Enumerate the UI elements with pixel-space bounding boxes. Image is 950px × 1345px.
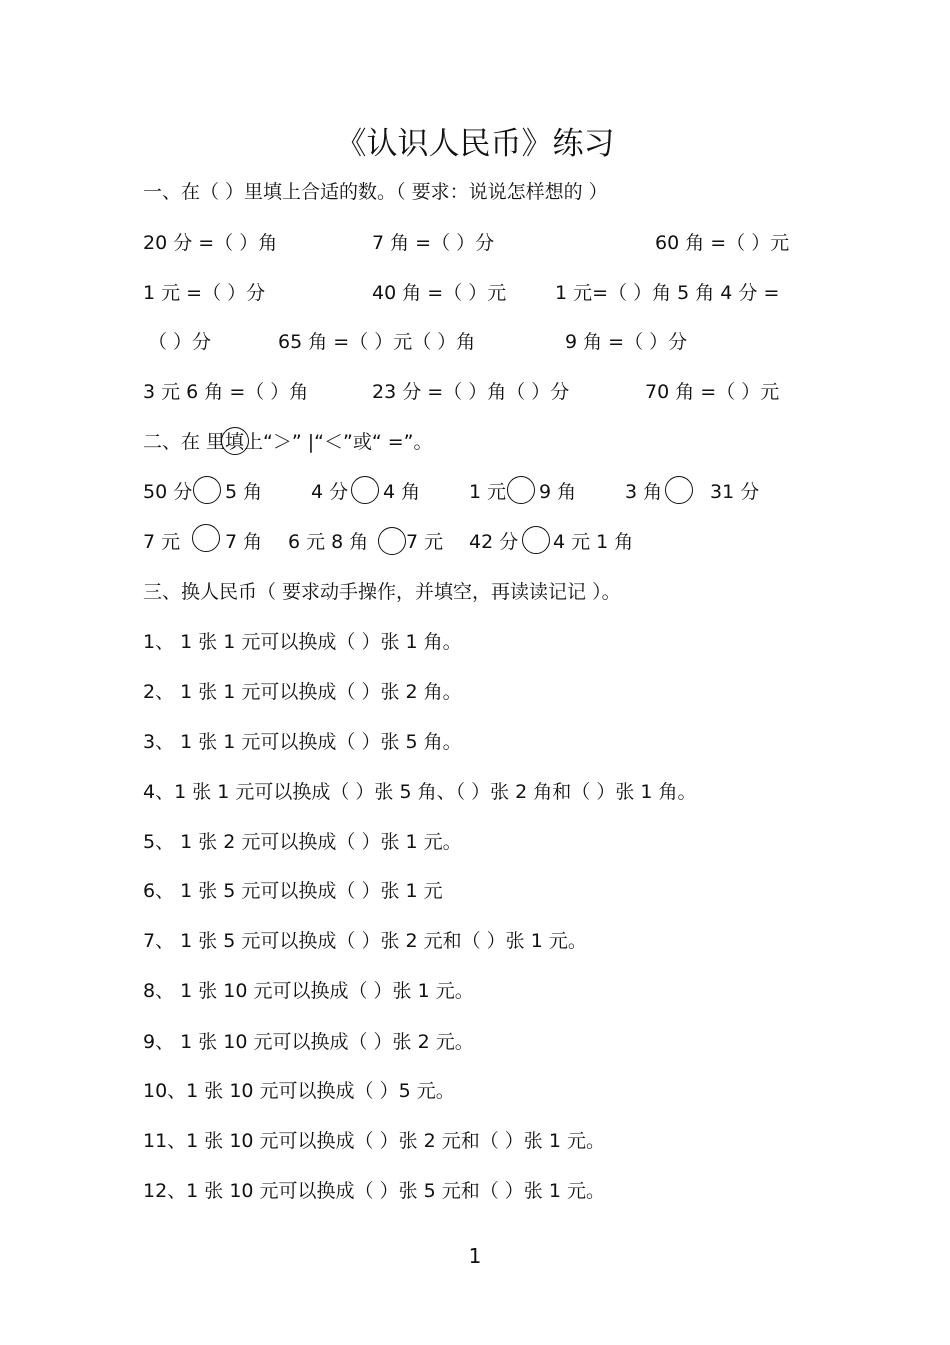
compare-left: 7 元 <box>143 531 181 553</box>
compare-right: 7 角 <box>225 531 263 553</box>
section1-row-4 <box>0 379 950 405</box>
fill-blank-item: 1 元 =（ ）分 <box>143 282 266 304</box>
section2-heading: 二、在 里填上“＞” |“＜”或“ =”。 <box>143 431 433 453</box>
compare-circle-icon <box>507 476 535 504</box>
exchange-item-10: 10、1 张 10 元可以换成（ ）5 元。 <box>143 1080 455 1102</box>
section1-row-1 <box>0 230 950 256</box>
compare-circle-icon <box>221 427 249 455</box>
exchange-item-4: 4、1 张 1 元可以换成（ ）张 5 角、（ ）张 2 角和（ ）张 1 角。 <box>143 781 697 803</box>
exchange-item-11: 11、1 张 10 元可以换成（ ）张 2 元和（ ）张 1 元。 <box>143 1130 605 1152</box>
exchange-item-6: 6、 1 张 5 元可以换成（ ）张 1 元 <box>143 880 443 902</box>
compare-circle-icon <box>193 476 221 504</box>
compare-left: 3 角 <box>625 481 663 503</box>
worksheet-title: 《认识人民币》练习 <box>335 126 615 162</box>
compare-left: 42 分 <box>469 531 519 553</box>
section1-heading: 一、在（ ）里填上合适的数。（ 要求：说说怎样想的 ） <box>143 181 608 203</box>
compare-circle-icon <box>665 476 693 504</box>
section1-row-3 <box>0 329 950 355</box>
compare-right: 7 元 <box>406 531 444 553</box>
fill-blank-item: 7 角 =（ ）分 <box>372 232 495 254</box>
fill-blank-item: 23 分 =（ ）角（ ）分 <box>372 381 570 403</box>
compare-left: 50 分 <box>143 481 193 503</box>
compare-circle-icon <box>522 526 550 554</box>
compare-right: 9 角 <box>539 481 577 503</box>
compare-left: 4 分 <box>311 481 349 503</box>
exchange-item-9: 9、 1 张 10 元可以换成（ ）张 2 元。 <box>143 1031 474 1053</box>
exchange-item-8: 8、 1 张 10 元可以换成（ ）张 1 元。 <box>143 980 474 1002</box>
compare-right: 4 元 1 角 <box>553 531 634 553</box>
compare-circle-icon <box>192 524 220 552</box>
exchange-item-1: 1、 1 张 1 元可以换成（ ）张 1 角。 <box>143 631 462 653</box>
fill-blank-item: （ ）分 <box>148 331 212 353</box>
page-number: 1 <box>468 1244 482 1268</box>
compare-right: 4 角 <box>383 481 421 503</box>
section3-heading: 三、换人民币（ 要求动手操作，并填空，再读读记记 ）。 <box>143 581 621 603</box>
fill-blank-item: 65 角 =（ ）元（ ）角 <box>278 331 476 353</box>
compare-right: 31 分 <box>710 481 760 503</box>
exchange-item-5: 5、 1 张 2 元可以换成（ ）张 1 元。 <box>143 831 462 853</box>
fill-blank-item: 20 分 =（ ）角 <box>143 232 278 254</box>
compare-left: 1 元 <box>469 481 507 503</box>
fill-blank-item: 40 角 =（ ）元 <box>372 282 507 304</box>
exchange-item-2: 2、 1 张 1 元可以换成（ ）张 2 角。 <box>143 681 462 703</box>
exchange-item-7: 7、 1 张 5 元可以换成（ ）张 2 元和（ ）张 1 元。 <box>143 930 587 952</box>
fill-blank-item: 1 元=（ ）角 5 角 4 分 = <box>555 282 780 304</box>
compare-left: 6 元 8 角 <box>288 531 369 553</box>
compare-circle-icon <box>351 476 379 504</box>
compare-right: 5 角 <box>225 481 263 503</box>
fill-blank-item: 3 元 6 角 =（ ）角 <box>143 381 309 403</box>
exchange-item-3: 3、 1 张 1 元可以换成（ ）张 5 角。 <box>143 731 462 753</box>
section2-row-2 <box>0 529 950 555</box>
compare-circle-icon <box>378 527 406 555</box>
fill-blank-item: 9 角 =（ ）分 <box>565 331 688 353</box>
fill-blank-item: 70 角 =（ ）元 <box>645 381 780 403</box>
fill-blank-item: 60 角 =（ ）元 <box>655 232 790 254</box>
section2-row-1 <box>0 479 950 505</box>
section1-row-2 <box>0 280 950 306</box>
exchange-item-12: 12、1 张 10 元可以换成（ ）张 5 元和（ ）张 1 元。 <box>143 1180 605 1202</box>
